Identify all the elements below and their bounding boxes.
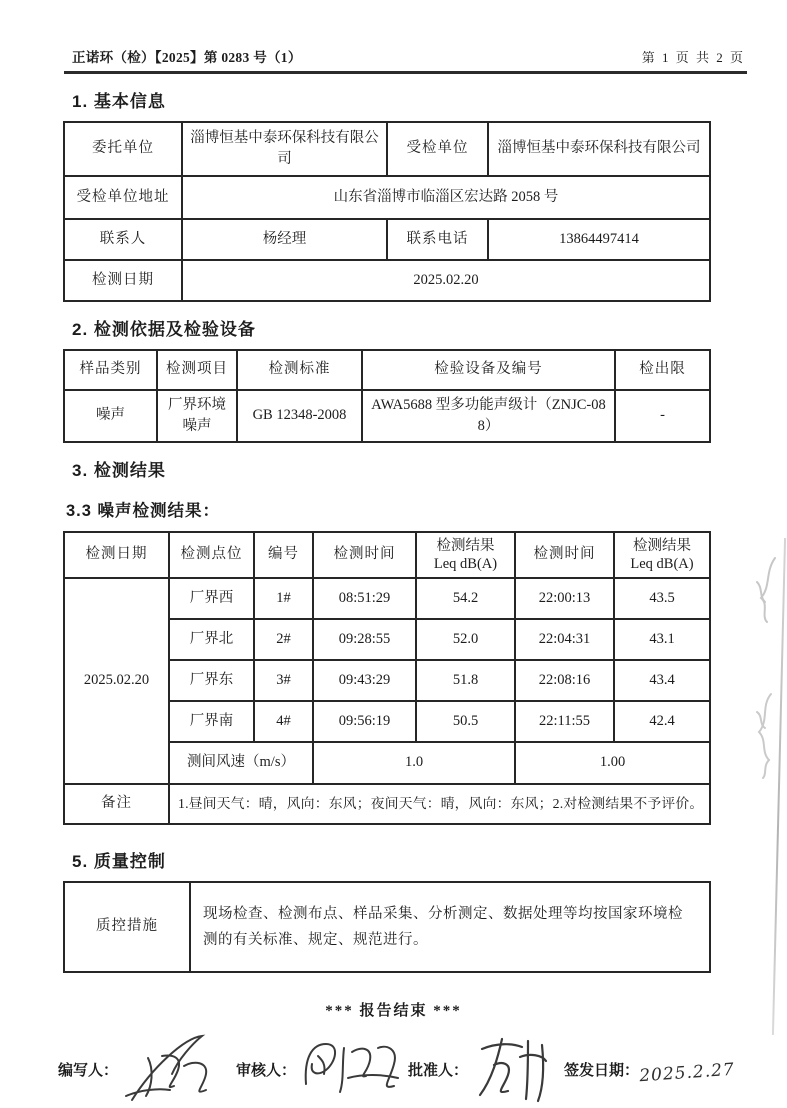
document-number: 正诺环（检）【2025】第 0283 号（1） (72, 50, 302, 65)
col-header-day-result (416, 532, 515, 578)
table-row (64, 390, 710, 442)
col-header-point: 检测点位 (169, 532, 254, 578)
approver-label: 批准人： (408, 1061, 469, 1079)
night-time-cell: 22:04:31 (515, 619, 614, 660)
col-header-sample-type: 样品类别 (64, 350, 157, 390)
section-title-basic-info: 1. 基本信息 (72, 92, 166, 111)
contact-value: 杨经理 (182, 219, 387, 260)
basic-info-table (63, 121, 711, 302)
client-label: 委托单位 (64, 122, 182, 176)
remark-text: 1.昼间天气：晴，风向：东风；夜间天气：晴，风向：东风；2.对检测结果不予评价。 (169, 784, 710, 824)
quality-measures-label: 质控措施 (64, 882, 190, 972)
writer-label: 编写人： (58, 1061, 119, 1079)
table-header-row (64, 532, 710, 578)
day-result-cell: 51.8 (416, 660, 515, 701)
night-result-cell: 43.4 (614, 660, 710, 701)
issue-date-label: 签发日期： (564, 1061, 640, 1079)
day-time-cell: 09:56:19 (313, 701, 416, 742)
col-header-standard: 检测标准 (237, 350, 362, 390)
night-result-cell: 43.5 (614, 578, 710, 619)
issue-date-value: 2025.2.27 (638, 1059, 736, 1087)
remark-row (64, 784, 710, 824)
table-row (64, 578, 710, 619)
signature-row (58, 1030, 767, 1108)
sample-type-value: 噪声 (64, 390, 157, 442)
no-cell: 3# (254, 660, 313, 701)
col-header-day-time: 检测时间 (313, 532, 416, 578)
address-value: 山东省淄博市临淄区宏达路 2058 号 (182, 176, 710, 219)
col-header-night-result-line1: 检测结果 (633, 537, 691, 554)
inspected-label: 受检单位 (387, 122, 488, 176)
table-row (64, 219, 710, 260)
phone-value: 13864497414 (488, 219, 710, 260)
table-row (64, 122, 710, 176)
night-time-cell: 22:11:55 (515, 701, 614, 742)
test-date-value: 2025.02.20 (182, 260, 710, 301)
col-header-day-result-line2: Leq dB(A) (433, 556, 498, 572)
day-result-cell: 54.2 (416, 578, 515, 619)
item-value: 厂界环境噪声 (157, 390, 237, 442)
night-result-cell: 43.1 (614, 619, 710, 660)
section-title-basis: 2. 检测依据及检验设备 (72, 320, 256, 339)
day-result-cell: 50.5 (416, 701, 515, 742)
col-header-item: 检测项目 (157, 350, 237, 390)
point-cell: 厂界东 (169, 660, 254, 701)
table-row (64, 176, 710, 219)
day-time-cell: 09:28:55 (313, 619, 416, 660)
contact-label: 联系人 (64, 219, 182, 260)
equipment-value: AWA5688 型多功能声级计（ZNJC-088） (362, 390, 615, 442)
day-time-cell: 08:51:29 (313, 578, 416, 619)
scan-bleed-mark (751, 552, 781, 672)
col-header-night-result-line2: Leq dB(A) (630, 556, 694, 572)
wind-speed-label: 测间风速（m/s） (169, 742, 313, 784)
col-header-no: 编号 (254, 532, 313, 578)
point-cell: 厂界南 (169, 701, 254, 742)
night-time-cell: 22:08:16 (515, 660, 614, 701)
col-header-day-result-line1: 检测结果 (436, 537, 495, 554)
wind-speed-day-value: 1.0 (313, 742, 515, 784)
noise-results-table (63, 531, 711, 825)
report-end-text: *** 报告结束 *** (325, 1003, 462, 1019)
section-title-results: 3. 检测结果 (72, 461, 166, 480)
address-label: 受检单位地址 (64, 176, 182, 219)
col-header-night-result (614, 532, 710, 578)
page-number: 第 1 页 共 2 页 (641, 50, 745, 65)
scan-bleed-mark (753, 690, 779, 780)
writer-signature-image (118, 1030, 236, 1108)
section-title-quality: 5. 质量控制 (72, 852, 166, 871)
col-header-date: 检测日期 (64, 532, 169, 578)
test-date-label: 检测日期 (64, 260, 182, 301)
phone-label: 联系电话 (387, 219, 488, 260)
wind-speed-night-value: 1.00 (515, 742, 710, 784)
table-row (64, 260, 710, 301)
inspected-value: 淄博恒基中泰环保科技有限公司 (488, 122, 710, 176)
reviewer-label: 审核人： (236, 1061, 297, 1079)
col-header-detection-limit: 检出限 (615, 350, 710, 390)
section-subtitle-noise-results: 3.3 噪声检测结果： (66, 502, 221, 520)
col-header-night-time: 检测时间 (515, 532, 614, 578)
quality-control-table (63, 881, 711, 973)
detection-limit-value: - (615, 390, 710, 442)
no-cell: 2# (254, 619, 313, 660)
point-cell: 厂界北 (169, 619, 254, 660)
remark-label: 备注 (64, 784, 169, 824)
table-row (64, 882, 710, 972)
day-result-cell: 52.0 (416, 619, 515, 660)
reviewer-signature-image (296, 1034, 408, 1104)
no-cell: 4# (254, 701, 313, 742)
day-time-cell: 09:43:29 (313, 660, 416, 701)
point-cell: 厂界西 (169, 578, 254, 619)
quality-measures-text: 现场检查、检测布点、样品采集、分析测定、数据处理等均按国家环境检测的有关标准、规定、规范进行。 (190, 882, 710, 972)
document-header (64, 0, 747, 74)
night-time-cell: 22:00:13 (515, 578, 614, 619)
col-header-equipment: 检验设备及编号 (362, 350, 615, 390)
no-cell: 1# (254, 578, 313, 619)
basis-table (63, 349, 711, 443)
standard-value: GB 12348-2008 (237, 390, 362, 442)
table-header-row (64, 350, 710, 390)
night-result-cell: 42.4 (614, 701, 710, 742)
result-date-cell: 2025.02.20 (64, 578, 169, 784)
client-value: 淄博恒基中泰环保科技有限公司 (182, 122, 387, 176)
